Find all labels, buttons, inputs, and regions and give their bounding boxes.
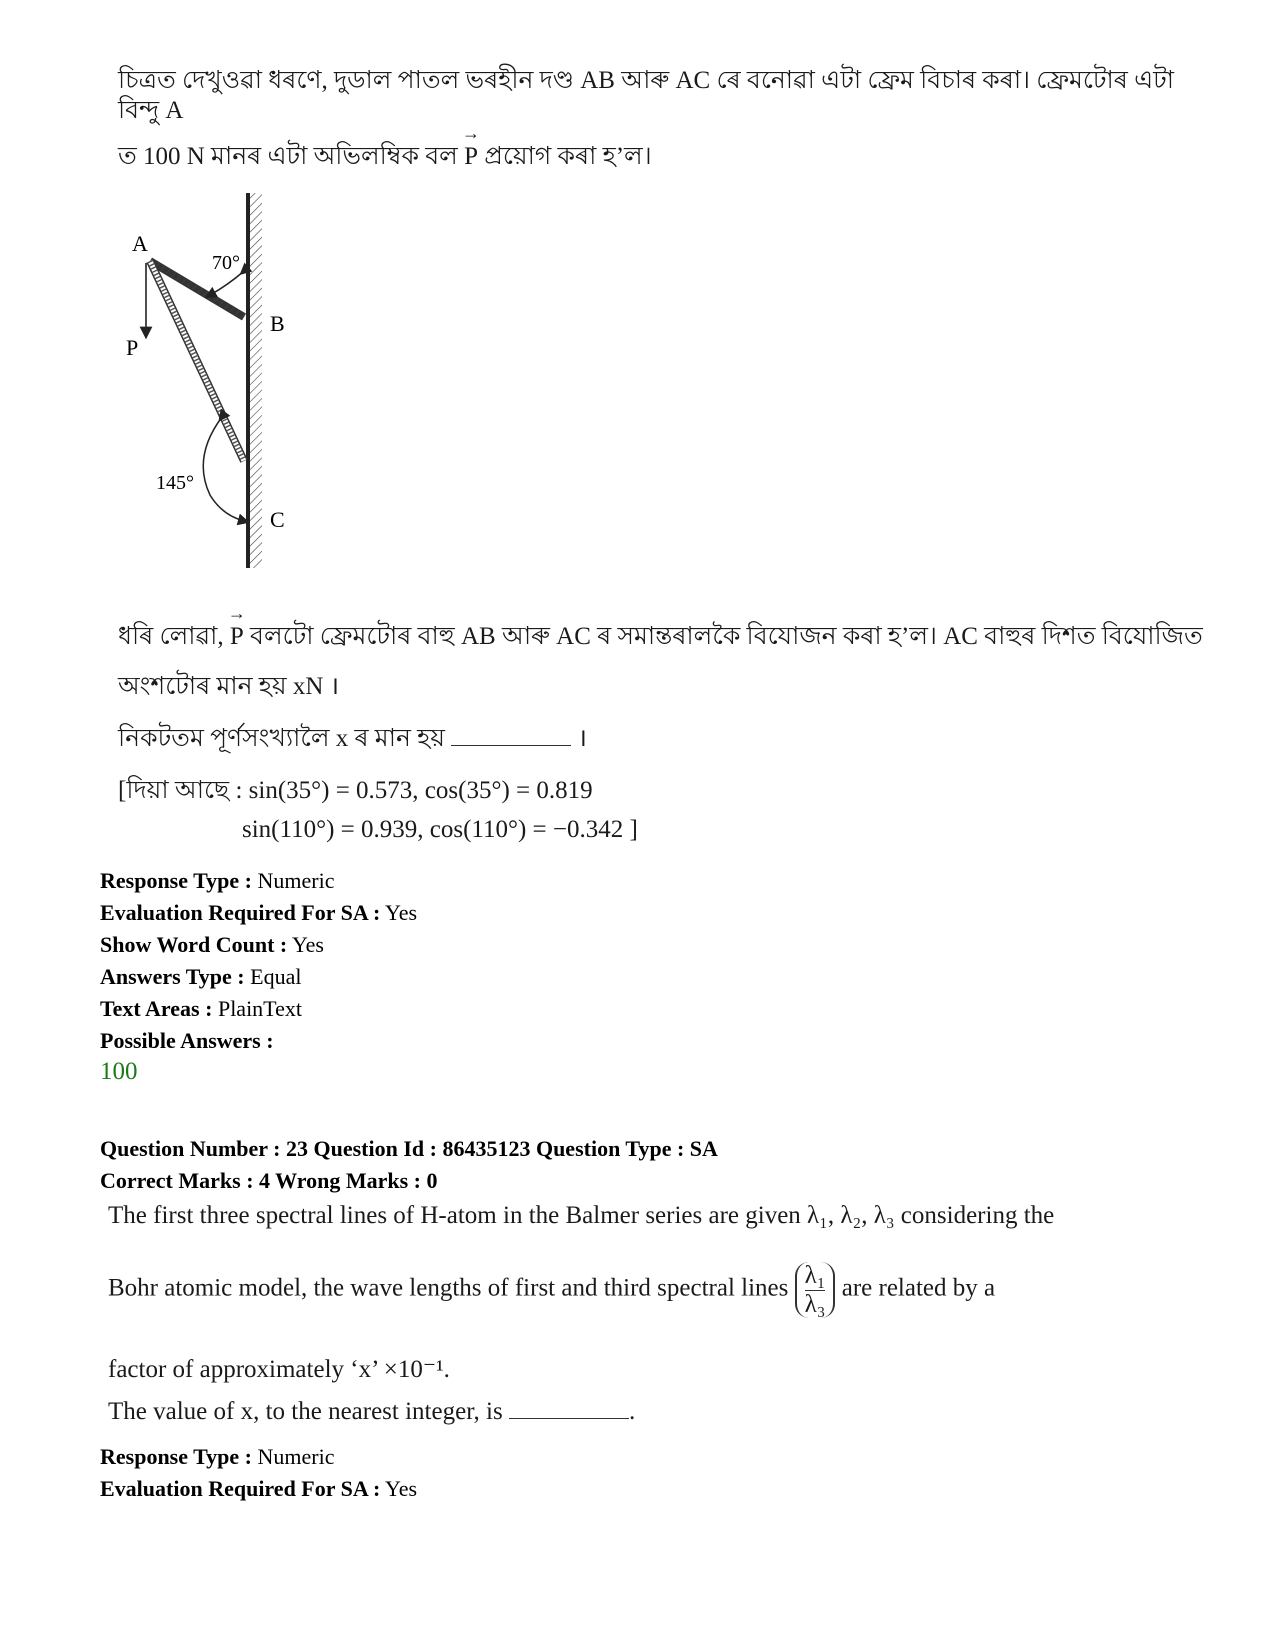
meta-response-type: Response Type : Numeric [100,868,335,893]
meta-text-areas: Text Areas : PlainText [100,996,302,1021]
q22-para3-end: । [577,725,587,752]
q22-para2-post: বলটো ফ্ৰেমটোৰ বাহু AB আৰু AC ৰ সমান্তৰালকৈ বিযোজন কৰা হ’ল। AC বাহুৰ দিশত বিযোজিত [250,623,1203,650]
possible-answer-value: 100 [100,1058,138,1085]
given-line1: [দিয়া আছে : sin(35°) = 0.573, cos(35°) = 0.819 [118,777,593,804]
vector-p-label: → P [464,143,478,171]
vector-p-label-2: → P [230,623,244,651]
q22-text-line2 [118,136,652,179]
angle-top-label: 70° [212,252,240,274]
wall-hatching [250,193,262,568]
q23-line4 [108,1398,635,1426]
label-c: C [270,507,285,532]
wall [246,193,250,568]
meta-show-word-count: Show Word Count : Yes [100,932,324,957]
q23-header-line2: Correct Marks : 4 Wrong Marks : 0 [100,1168,438,1193]
meta2-eval-required: Evaluation Required For SA : Yes [100,1476,418,1501]
given-line2: sin(110°) = 0.939, cos(110°) = −0.342 ] [242,816,638,843]
q22-line2-post: প্ৰয়োগ কৰা হ’ল। [484,143,652,170]
meta-answers-type: Answers Type : Equal [100,964,302,989]
angle-arc-bottom [203,417,244,521]
answer-blank [451,727,571,746]
q23-header-line1: Question Number : 23 Question Id : 86435123 Question Type : SA [100,1136,718,1161]
angle-bottom-label: 145° [156,472,194,494]
angle-arc-top [210,271,244,295]
q22-para2-pre: ধৰি লোৱা, [118,623,224,650]
q22-text-line5 [118,718,587,761]
lambda-ratio-denominator: λ₃ [804,1290,826,1318]
lambda-ratio-numerator: λ₁ [804,1262,826,1289]
lambda-ratio [795,1262,836,1318]
q22-text-line3 [118,616,1203,659]
label-p: P [126,335,139,360]
q23-line2-pre: Bohr atomic model, the wave lengths of first and third spectral lines [108,1274,789,1302]
q23-line4-pre: The value of x, to the nearest integer, is [108,1398,503,1425]
meta-possible-answers: Possible Answers : [100,1028,274,1053]
label-b: B [270,311,285,336]
q23-line2-post: are related by a [841,1274,996,1302]
q22-line2-pre: ত 100 N মানৰ এটা অভিলম্বিক বল [118,143,458,170]
q23-line1: The first three spectral lines of H-atom in the Balmer series are given λ₁, λ₂, λ₃ considering the [108,1202,1055,1229]
q22-text-line1: চিত্ৰত দেখুওৱা ধৰণে, দুডাল পাতল ভৰহীন দণ্ড AB আৰু AC ৰে বনোৱা এটা ফ্ৰেম বিচাৰ কৰা। ফ্ৰেমটোৰ এটা বিন্দু A [118,67,1175,124]
q22-text-line4: অংশটোৰ মান হয় xN । [118,673,340,700]
label-a: A [132,231,148,256]
q23-line2 [108,1262,995,1318]
answer-blank-q23 [509,1400,629,1419]
q23-line3: factor of approximately ‘x’ ×10⁻¹. [108,1356,450,1383]
frame-diagram [110,185,310,585]
meta2-response-type: Response Type : Numeric [100,1444,335,1469]
q23-line4-end: . [628,1398,636,1425]
meta-eval-required: Evaluation Required For SA : Yes [100,900,418,925]
q22-para3: নিকটতম পূৰ্ণসংখ্যালৈ x ৰ মান হয় [118,725,445,752]
